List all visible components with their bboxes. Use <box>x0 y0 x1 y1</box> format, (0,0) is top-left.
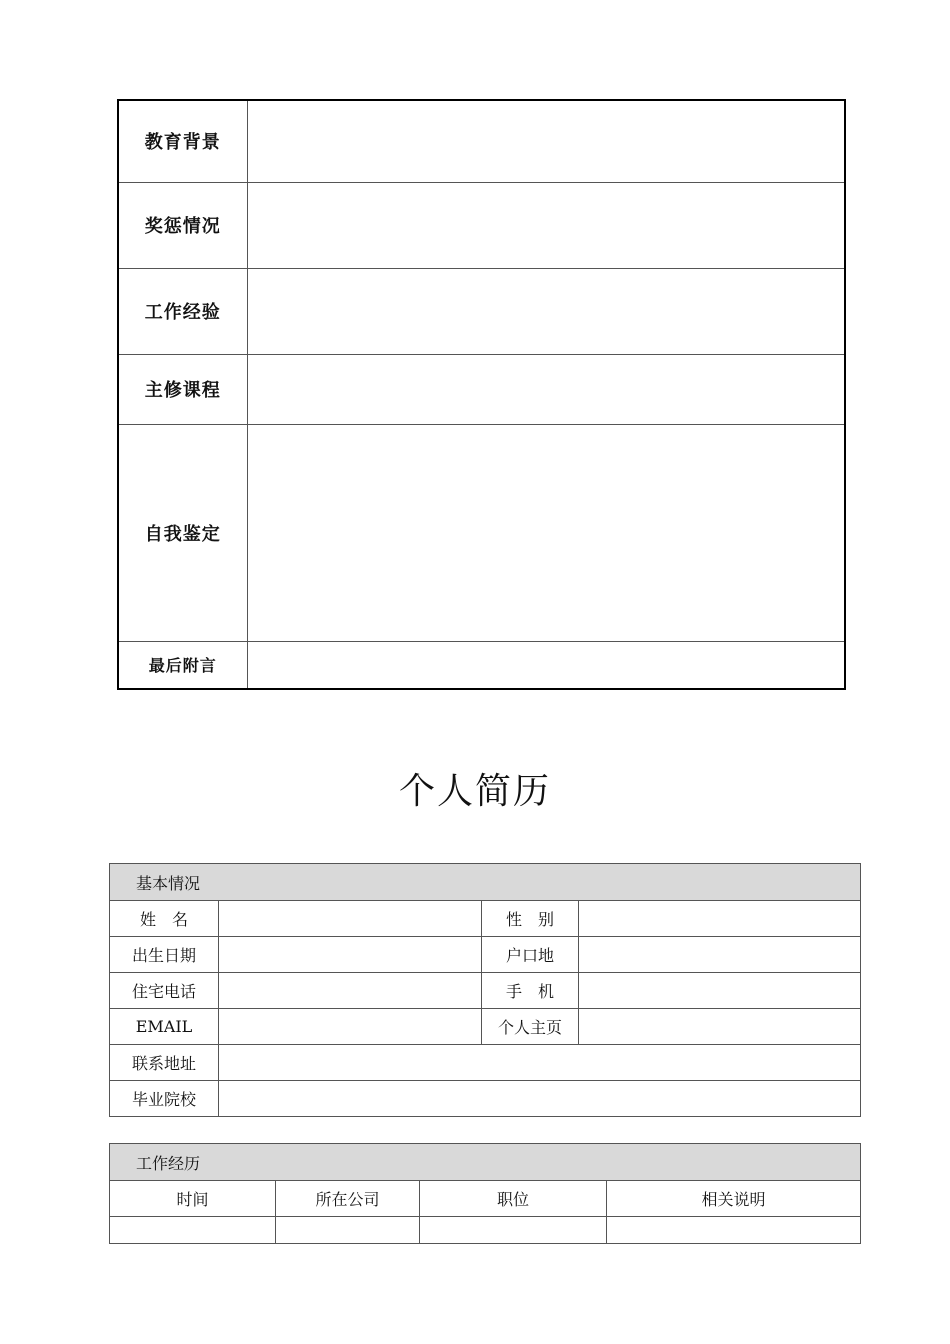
address-field[interactable] <box>219 1045 861 1081</box>
courses-row <box>118 354 845 424</box>
column-header-notes: 相关说明 <box>607 1181 861 1217</box>
table-row <box>110 1217 861 1244</box>
education-label: 教育背景 <box>118 100 247 182</box>
name-gender-row <box>110 901 861 937</box>
education-row <box>118 100 845 182</box>
column-header-time: 时间 <box>110 1181 276 1217</box>
gender-label: 性 别 <box>482 901 579 937</box>
self-assessment-value[interactable] <box>247 424 845 641</box>
email-field[interactable] <box>219 1009 482 1045</box>
homepage-field[interactable] <box>579 1009 861 1045</box>
mobile-field[interactable] <box>579 973 861 1009</box>
column-header-position: 职位 <box>420 1181 607 1217</box>
self-assessment-row <box>118 424 845 641</box>
phone-row <box>110 973 861 1009</box>
name-field[interactable] <box>219 901 482 937</box>
email-label: EMAIL <box>110 1009 219 1045</box>
final-note-row <box>118 641 845 689</box>
birth-date-label: 出生日期 <box>110 937 219 973</box>
mobile-label: 手 机 <box>482 973 579 1009</box>
email-homepage-row <box>110 1009 861 1045</box>
resume-details-table <box>117 99 846 690</box>
work-history-header <box>110 1144 861 1181</box>
home-phone-label: 住宅电话 <box>110 973 219 1009</box>
time-cell[interactable] <box>110 1217 276 1244</box>
position-cell[interactable] <box>420 1217 607 1244</box>
home-phone-field[interactable] <box>219 973 482 1009</box>
basic-info-header <box>110 864 861 901</box>
education-value[interactable] <box>247 100 845 182</box>
courses-label: 主修课程 <box>118 354 247 424</box>
courses-value[interactable] <box>247 354 845 424</box>
hukou-field[interactable] <box>579 937 861 973</box>
company-cell[interactable] <box>276 1217 420 1244</box>
self-assessment-label: 自我鉴定 <box>118 424 247 641</box>
page-title: 个人简历 <box>398 771 551 812</box>
address-label: 联系地址 <box>110 1045 219 1081</box>
work-experience-label: 工作经验 <box>118 268 247 354</box>
notes-cell[interactable] <box>607 1217 861 1244</box>
address-row <box>110 1045 861 1081</box>
gender-field[interactable] <box>579 901 861 937</box>
hukou-label: 户口地 <box>482 937 579 973</box>
work-history-columns <box>110 1181 861 1217</box>
final-note-label: 最后附言 <box>118 641 247 689</box>
work-history-table <box>109 1143 861 1244</box>
awards-label: 奖惩情况 <box>118 182 247 268</box>
homepage-label: 个人主页 <box>482 1009 579 1045</box>
school-row <box>110 1081 861 1117</box>
work-experience-row <box>118 268 845 354</box>
basic-info-heading: 基本情况 <box>110 864 861 901</box>
birth-hukou-row <box>110 937 861 973</box>
name-label: 姓 名 <box>110 901 219 937</box>
school-field[interactable] <box>219 1081 861 1117</box>
work-history-heading: 工作经历 <box>110 1144 861 1181</box>
awards-value[interactable] <box>247 182 845 268</box>
basic-info-table <box>109 863 861 1117</box>
awards-row <box>118 182 845 268</box>
school-label: 毕业院校 <box>110 1081 219 1117</box>
final-note-value[interactable] <box>247 641 845 689</box>
column-header-company: 所在公司 <box>276 1181 420 1217</box>
work-experience-value[interactable] <box>247 268 845 354</box>
birth-date-field[interactable] <box>219 937 482 973</box>
